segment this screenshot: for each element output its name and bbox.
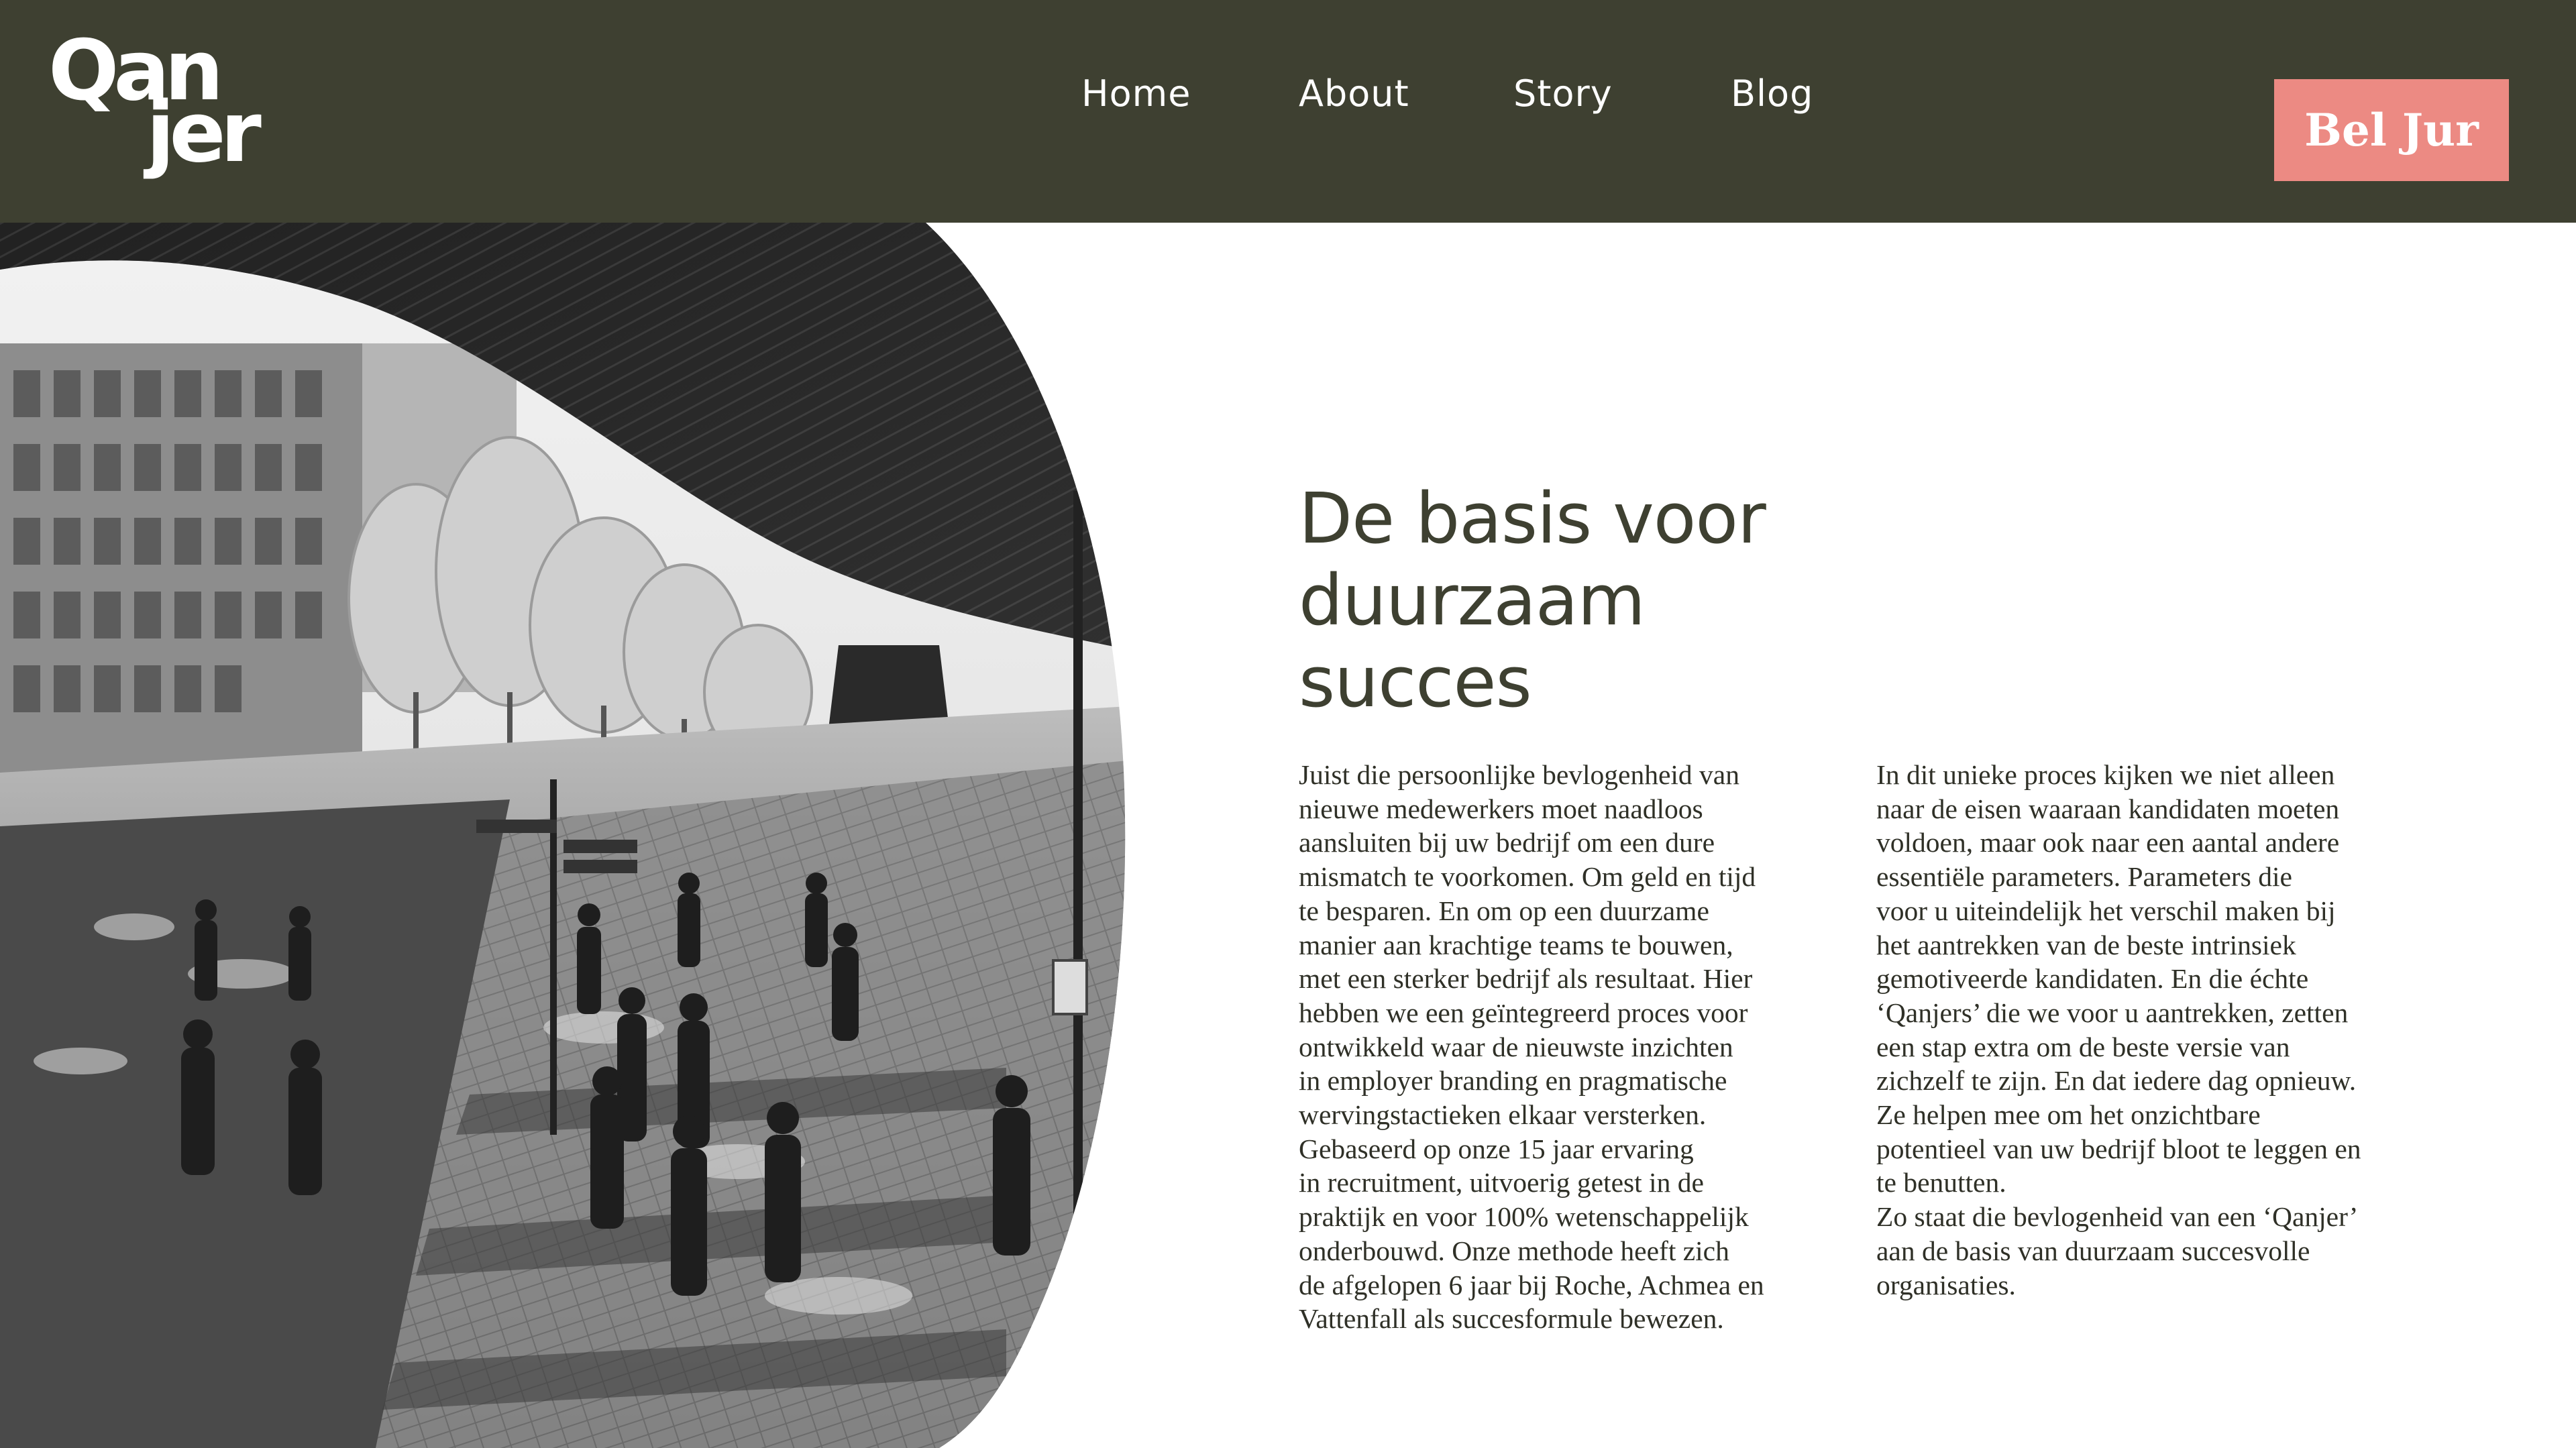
- hero-photo-icon: [0, 223, 1140, 1448]
- site-header: [0, 0, 2576, 223]
- nav-about-link[interactable]: About: [1299, 72, 1409, 115]
- nav-home-link[interactable]: Home: [1081, 72, 1191, 115]
- body-column-1: Juist die persoonlijke bevlogenheid van nieuwe medewerkers moet naadloos aansluiten bij uw bedrijf om een dure mismatch te voorkomen. Om geld en tijd te besparen. En om op een duurzame manier aan krachtige teams te bouwen, met een sterker bedrijf als resultaat. Hier hebben we een geïntegreerd proces voor ontwikkeld waar de nieuwste inzichten in employer branding en pragmatische wervingstactieken elkaar versterken. Gebaseerd op onze 15 jaar ervaring in recruitment, uitvoerig getest in de praktijk en voor 100% wetenschappelijk onderbouwd. Onze methode heeft zich de afgelopen 6 jaar bij Roche, Achmea en Vattenfall als succesformule bewezen.: [1299, 759, 1764, 1335]
- logo-line-1: Qan: [48, 23, 219, 119]
- headline-line-3: succes: [1299, 641, 1532, 723]
- nav-blog-link[interactable]: Blog: [1731, 72, 1814, 115]
- page-headline: [1299, 478, 1902, 723]
- main-nav: [0, 72, 2576, 119]
- nav-story-link[interactable]: Story: [1513, 72, 1613, 115]
- body-column-2: In dit unieke proces kijken we niet alleen naar de eisen waaraan kandidaten moeten voldoen, maar ook naar een aantal andere essentiële parameters. Parameters die voor u uiteindelijk het verschil maken bij het aantrekken van de beste intrinsiek gemotiveerde kandidaten. En die échte ‘Qanjers’ die we voor u aantrekken, zetten een stap extra om de beste versie van zichzelf te zijn. En dat iedere dag opnieuw. Ze helpen mee om het onzichtbare potentieel van uw bedrijf bloot te leggen en te benutten. Zo staat die bevlogenheid van een ‘Qanjer’ aan de basis van duurzaam succesvolle organisaties.: [1876, 759, 2361, 1300]
- headline-line-2: duurzaam: [1299, 559, 1645, 641]
- bel-jur-button[interactable]: Bel Jur: [2274, 79, 2509, 181]
- logo-line-2: jer: [146, 85, 256, 181]
- headline-line-1: De basis voor: [1299, 478, 1766, 559]
